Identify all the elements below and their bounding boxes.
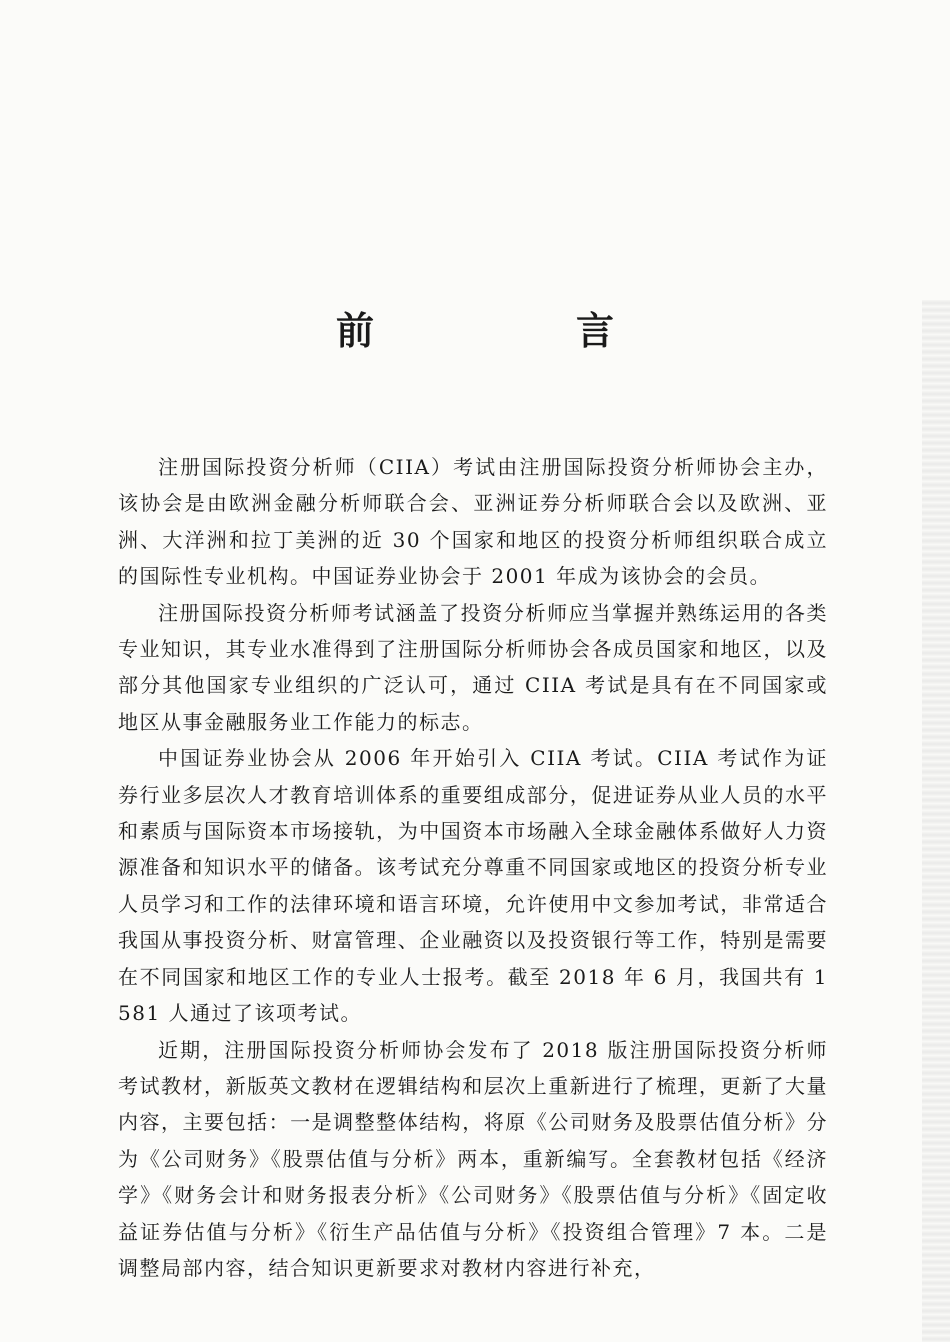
paragraph-1: 注册国际投资分析师（CIIA）考试由注册国际投资分析师协会主办，该协会是由欧洲金融分析师联合会、亚洲证券分析师联合会以及欧洲、亚洲、大洋洲和拉丁美洲的近 30 个国家和地区的投资分析师组织联合成立的国际性专业机构。中国证券业协会于 2001 年成为该协会的会员。 (118, 455, 828, 589)
paragraph-3: 中国证券业协会从 2006 年开始引入 CIIA 考试。CIIA 考试作为证券行业多层次人才教育培训体系的重要组成部分，促进证券从业人员的水平和素质与国际资本市场接轨，为中国资本市场融入全球金融体系做好人力资源准备和知识水平的储备。该考试充分尊重不同国家或地区的投资分析专业人员学习和工作的法律环境和语言环境，允许使用中文参加考试，非常适合我国从事投资分析、财富管理、企业融资以及投资银行等工作，特别是需要在不同国家和地区工作的专业人士报考。截至 2018 年 6 月，我国共有 1 581 人通过了该项考试。 (118, 746, 828, 1026)
paragraph-4: 近期，注册国际投资分析师协会发布了 2018 版注册国际投资分析师考试教材，新版英文教材在逻辑结构和层次上重新进行了梳理，更新了大量内容，主要包括：一是调整整体结构，将原《公司财务及股票估值分析》分为《公司财务》《股票估值与分析》两本，重新编写。全套教材包括《经济学》《财务会计和财务报表分析》《公司财务》《股票估值与分析》《固定收益证券估值与分析》《衍生产品估值与分析》《投资组合管理》7 本。二是调整局部内容，结合知识更新要求对教材内容进行补充， (118, 1037, 828, 1280)
scan-edge-shadow (922, 300, 950, 1342)
page-title: 前 言 (335, 308, 696, 354)
preface-body (118, 449, 828, 1286)
paragraph-2: 注册国际投资分析师考试涵盖了投资分析师应当掌握并熟练运用的各类专业知识，其专业水准得到了注册国际分析师协会各成员国家和地区，以及部分其他国家专业组织的广泛认可，通过 CIIA 考试是具有在不同国家或地区从事金融服务业工作能力的标志。 (118, 600, 828, 734)
